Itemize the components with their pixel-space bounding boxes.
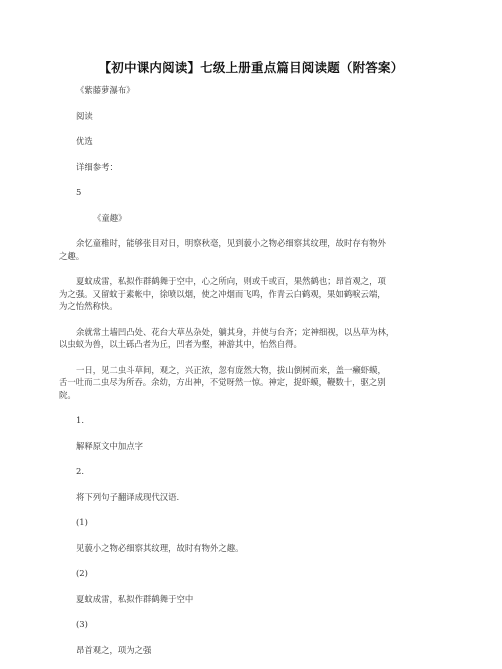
question-text: 将下列句子翻译成现代汉语. xyxy=(76,491,180,502)
question-text: 解释原文中加点字 xyxy=(76,440,143,451)
passage-line: 为之怡然称快。 xyxy=(59,301,118,311)
passage-line: 一日，见二虫斗草间，观之，兴正浓，忽有庞然大物，拔山倒树而来，盖一癞虾蟆， xyxy=(76,364,386,375)
passage-paragraph xyxy=(59,275,442,313)
sub-question-number: (3) xyxy=(76,619,88,629)
sub-question-text: 昂首观之，项为之强 xyxy=(76,644,152,655)
sub-question-number: (1) xyxy=(76,517,88,527)
passage-paragraph xyxy=(59,237,442,262)
question-number: 2. xyxy=(76,466,84,476)
sub-question-text: 见藐小之物必细察其纹理，故时有物外之趣。 xyxy=(76,542,244,553)
section-title: 《童趣》 xyxy=(93,212,127,223)
passage-paragraph xyxy=(59,364,442,402)
sub-question-text: 夏蚊成雷，私拟作群鹤舞于空中 xyxy=(76,593,194,604)
document-body xyxy=(59,84,442,669)
section-number: 5 xyxy=(76,187,82,197)
passage-line: 院。 xyxy=(59,389,76,400)
paragraph-selected: 优选 xyxy=(76,136,93,146)
paragraph-text-title: 《紫藤萝瀑布》 xyxy=(76,85,135,95)
question-number: 1. xyxy=(76,415,84,425)
passage-line: 以虫蚁为兽，以土砾凸者为丘，凹者为壑，神游其中，怡然自得。 xyxy=(59,339,302,349)
passage-line: 舌一吐而二虫尽为所吞。余幼，方出神，不觉呀然一惊。神定，捉虾蟆，鞭数十，驱之别 xyxy=(59,377,386,387)
paragraph-reference: 详细参考： xyxy=(76,161,118,172)
passage-paragraph xyxy=(59,326,442,351)
passage-line: 之趣。 xyxy=(59,250,85,261)
paragraph-reading: 阅读 xyxy=(76,110,93,121)
passage-line: 夏蚊成雷，私拟作群鹤舞于空中，心之所向，则或千或百，果然鹤也；昂首观之，项 xyxy=(76,276,386,286)
passage-line: 余忆童稚时，能够张目对日，明察秋毫，见到藐小之物必细察其纹理，故时存有物外 xyxy=(76,238,386,248)
passage-line: 为之强。又留蚊于素帐中，徐喷以烟，使之冲烟而飞鸣，作青云白鹤观，果如鹤唳云端， xyxy=(59,288,386,299)
sub-question-number: (2) xyxy=(76,568,88,578)
passage-line: 余就常土墙凹凸处、花台大草丛杂处，躺其身，并使与台齐；定神细视，以丛草为林， xyxy=(76,326,395,337)
document-title: 【初中课内阅读】七级上册重点篇目阅读题（附答案） xyxy=(98,60,404,75)
